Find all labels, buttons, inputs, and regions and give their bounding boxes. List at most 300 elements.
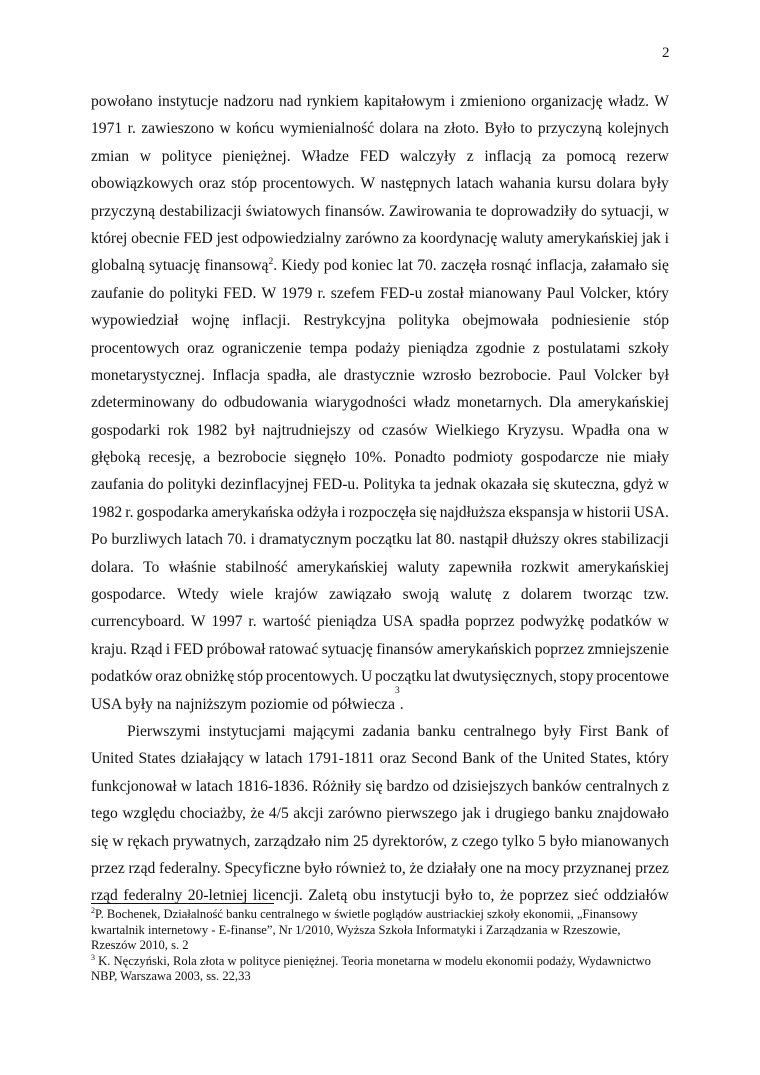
word: waluty — [500, 229, 544, 247]
word: amerykańska — [211, 503, 294, 521]
word: przyczyną — [537, 120, 602, 138]
footnote-text: kwartalnik internetowy - E-finanse”, Nr 1/2010, Wyższa Szkoła Informatyki i Zarządzania w Rzeszowie, — [91, 922, 621, 937]
word: oraz — [379, 750, 407, 768]
word: w — [657, 421, 669, 439]
word: FED — [183, 229, 213, 247]
word: one — [480, 859, 503, 877]
word: pod — [323, 257, 348, 275]
word: się — [651, 257, 669, 275]
word: w — [572, 503, 584, 521]
word: za — [402, 229, 417, 247]
text-line — [91, 499, 669, 526]
word: najtrudniejszy — [262, 421, 351, 439]
word: States, — [589, 750, 631, 768]
word: właśnie — [168, 558, 217, 576]
word: recesję, — [148, 449, 196, 467]
word: na — [506, 859, 522, 877]
word: dramatycznym — [258, 531, 352, 549]
word: pomocą — [566, 147, 616, 165]
footnote-line — [91, 954, 671, 970]
word: ta — [419, 476, 431, 494]
word: 10%. — [353, 449, 387, 467]
word: Zaletą — [308, 887, 348, 905]
word: walczyły — [399, 147, 457, 165]
word: względu — [122, 805, 176, 823]
word: wypowiedział — [91, 312, 179, 330]
word: że — [409, 859, 424, 877]
word: której — [91, 229, 128, 247]
word: wojnę — [191, 312, 230, 330]
word: 25 — [352, 832, 369, 850]
word: początku — [355, 531, 412, 549]
word: sytuację — [148, 257, 201, 275]
paragraph — [91, 718, 669, 910]
word: znajdowało — [597, 805, 669, 823]
word: jest — [216, 229, 239, 247]
word: gospodarcze — [520, 449, 599, 467]
word: dolara. — [91, 558, 134, 576]
word: 1982 — [196, 421, 228, 439]
word: pierwszego — [386, 805, 458, 823]
text-run: . — [399, 695, 404, 713]
word: szefem — [330, 284, 375, 302]
word: szkoły — [628, 339, 669, 357]
word: koniec — [351, 257, 394, 275]
word: podwyżkę — [520, 613, 585, 631]
word: Rząd — [130, 640, 163, 658]
word: się — [91, 832, 109, 850]
word: pieniądza — [408, 339, 468, 357]
word: FED-u. — [312, 476, 360, 494]
word: próbował — [206, 640, 266, 658]
word: odpowiedzialny — [241, 229, 342, 247]
word: Polityka — [363, 476, 416, 494]
footnote-line — [91, 969, 671, 985]
word: Ponadto — [394, 449, 446, 467]
word: rok — [167, 421, 189, 439]
word: w — [248, 750, 261, 768]
word: polityce — [161, 147, 212, 165]
word: Kiedy — [281, 257, 320, 275]
word: tego — [91, 805, 118, 823]
word: jednak — [434, 476, 477, 494]
word: oraz — [187, 339, 215, 357]
word: procentowych — [91, 339, 180, 357]
footnote-separator — [91, 903, 274, 904]
text-line — [91, 307, 669, 334]
word: 1997 — [211, 613, 243, 631]
text-line — [91, 170, 669, 197]
word: spadła — [419, 613, 460, 631]
word: i — [250, 531, 255, 549]
word: W — [360, 175, 376, 193]
word: stabilizacji — [601, 531, 669, 549]
word: również — [335, 859, 387, 877]
word: 4/5 — [268, 805, 289, 823]
word: przez — [635, 859, 669, 877]
text-line — [91, 685, 669, 718]
word: ona — [627, 421, 651, 439]
word: w — [180, 777, 192, 795]
text-line — [91, 471, 669, 498]
word: tworząc — [583, 586, 633, 604]
word: r. — [125, 503, 134, 521]
word: lat — [397, 257, 413, 275]
word: W — [654, 93, 669, 110]
word: lat — [434, 668, 450, 686]
word: był — [235, 421, 255, 439]
word: krajów — [274, 586, 318, 604]
word: mianowany — [468, 284, 542, 302]
word: stóp — [231, 175, 258, 193]
word: zaczęła — [440, 257, 487, 275]
word: kursu — [556, 175, 592, 193]
word: historii — [586, 503, 631, 521]
word: stóp — [643, 312, 669, 330]
word: gospodarki — [91, 421, 161, 439]
word: i — [165, 640, 171, 658]
word: polityki — [167, 476, 217, 494]
word: końcu — [236, 120, 275, 138]
word: czego — [461, 832, 499, 850]
word: r. — [248, 613, 257, 631]
word: tempa — [309, 339, 348, 357]
word: podatków — [590, 613, 652, 631]
word: odbudowania — [223, 394, 308, 412]
word: który — [635, 750, 669, 768]
word: odżyła — [296, 503, 339, 521]
word: że — [499, 887, 514, 905]
word: Dla — [548, 394, 572, 412]
word: States — [138, 750, 176, 768]
word: oddziałów — [603, 887, 669, 905]
word: zapewniła — [448, 558, 512, 576]
word: kapitałowym — [363, 93, 446, 110]
word: zaufania — [91, 476, 144, 494]
word: z — [502, 586, 510, 604]
text-line — [91, 444, 669, 471]
word: USA. — [633, 503, 669, 521]
word: of — [656, 722, 669, 740]
word: rozkwit — [521, 558, 569, 576]
word: akcji — [293, 805, 324, 823]
word: w — [657, 476, 669, 494]
word: rząd — [128, 859, 156, 877]
text-line — [91, 855, 669, 882]
word: amerykańskiej — [578, 394, 669, 412]
word: inflacją — [484, 147, 532, 165]
word: of — [500, 750, 514, 768]
word: te — [475, 202, 487, 220]
word: Kryzysu. — [507, 421, 564, 439]
word: się — [365, 777, 383, 795]
word: władz. — [607, 93, 649, 110]
word: rynkiem — [306, 93, 359, 110]
word: Po — [91, 531, 108, 549]
word: chociażby, — [179, 805, 246, 823]
word: FED — [173, 640, 204, 658]
word: i — [485, 805, 490, 823]
word: był — [649, 366, 669, 384]
text-line — [91, 581, 669, 608]
word: i — [341, 503, 346, 521]
body-text — [91, 88, 669, 910]
word: 1982 — [91, 503, 123, 521]
word: dolara — [596, 175, 636, 193]
word: okazała — [480, 476, 529, 494]
word: the — [518, 750, 538, 768]
word: mającymi — [293, 722, 355, 740]
word: powołano — [91, 93, 153, 110]
word: stopy — [559, 668, 594, 686]
word: to, — [389, 859, 406, 877]
word: poprzez — [534, 640, 585, 658]
word: było — [304, 859, 333, 877]
footnote-reference: 2 — [268, 257, 274, 268]
word: Volcker — [593, 366, 642, 384]
word: władz — [412, 394, 451, 412]
word: oraz — [155, 668, 183, 686]
footnote-line — [91, 938, 671, 954]
word: spadła, — [267, 366, 311, 384]
text-line — [91, 252, 669, 279]
word: zmieniono — [460, 93, 526, 110]
word: stóp — [237, 668, 264, 686]
footnote-number: 3 — [91, 952, 95, 962]
word: licencji. — [252, 887, 303, 905]
word: oraz — [198, 175, 226, 193]
word: który — [636, 284, 669, 302]
word: globalną — [91, 257, 145, 275]
word: z — [451, 832, 459, 850]
word: i — [450, 93, 455, 110]
word: monetarnych. — [456, 394, 543, 412]
word: inflacja, — [536, 257, 587, 275]
word: wiarygodności — [314, 394, 407, 412]
word: się — [532, 476, 550, 494]
text-line — [91, 554, 669, 581]
word: finansową$^2$. — [204, 257, 278, 275]
word: rezerw — [626, 147, 669, 165]
word: przyznanej — [563, 859, 632, 877]
word: United — [542, 750, 585, 768]
word: amerykańskiej — [578, 558, 669, 576]
word: pieniądza — [316, 613, 377, 631]
word: U — [360, 668, 373, 686]
word: doprowadziły — [491, 202, 577, 220]
word: to, — [478, 887, 495, 905]
word: Władze — [301, 147, 349, 165]
word: w — [657, 202, 669, 220]
word: gospodarka — [136, 503, 209, 521]
word: To — [143, 558, 160, 576]
word: zarządzało — [254, 832, 321, 850]
word: Inflacja — [212, 366, 260, 384]
word: stabilność — [225, 558, 288, 576]
word: od — [432, 777, 449, 795]
word: federalny. — [159, 859, 221, 877]
word: czasów — [381, 421, 428, 439]
word: Second — [411, 750, 458, 768]
word: 1791-1811 — [307, 750, 375, 768]
word: finansów. — [324, 202, 385, 220]
word: od — [358, 421, 375, 439]
word: banku — [417, 722, 456, 740]
word: gdyż — [623, 476, 654, 494]
text-line — [91, 882, 669, 909]
text-line — [91, 115, 669, 142]
word: skuteczna, — [553, 476, 620, 494]
word: wzrosło — [422, 366, 472, 384]
footnotes — [91, 907, 671, 985]
word: a — [203, 449, 211, 467]
word: było — [445, 887, 473, 905]
word: Bank — [615, 722, 649, 740]
footnote — [91, 907, 671, 954]
word: amerykańskiej — [547, 229, 639, 247]
text-line — [91, 773, 669, 800]
word: zawiązało — [329, 586, 392, 604]
word: bezrobocie — [217, 449, 287, 467]
footnote-number: 2 — [91, 905, 95, 915]
word: w — [657, 613, 669, 631]
text-run: USA były na najniższym poziomie od półwiecza — [91, 695, 396, 713]
word: zarówno — [328, 805, 382, 823]
word: obniżkę — [184, 668, 235, 686]
word: Było — [484, 120, 515, 138]
word: prywatnych, — [172, 832, 251, 850]
word: wymienialność — [279, 120, 375, 138]
word: na — [423, 120, 439, 138]
word: obu — [352, 887, 377, 905]
word: inflacji. — [242, 312, 291, 330]
word: dolara — [379, 120, 419, 138]
word: ekspansja — [508, 503, 570, 521]
word: że — [250, 805, 265, 823]
word: amerykańskich — [436, 640, 532, 658]
footnote-line — [91, 923, 671, 939]
word: amerykańskiej — [296, 558, 388, 576]
word: obejmowała — [462, 312, 539, 330]
word: USA — [382, 613, 414, 631]
word: gospodarce. — [91, 586, 166, 604]
word: tylko — [502, 832, 535, 850]
word: zadania — [362, 722, 410, 740]
word: podniesienie — [551, 312, 631, 330]
word: Wtedy — [177, 586, 219, 604]
word: Wielkiego — [435, 421, 500, 439]
word: ratować — [268, 640, 319, 658]
word: postulatami — [547, 339, 621, 357]
word: były — [641, 175, 669, 193]
word: waluty — [397, 558, 440, 576]
word: złoto. — [444, 120, 480, 138]
word: organizację — [531, 93, 603, 110]
word: do — [148, 284, 165, 302]
text-line — [91, 663, 669, 690]
word: Paul — [546, 284, 575, 302]
word: dyrektorów, — [372, 832, 448, 850]
word: procentowych. — [265, 668, 359, 686]
word: Zawirowania — [389, 202, 472, 220]
footnote-text: K. Nęczyński, Rola złota w polityce pieniężnej. Teoria monetarna w modelu ekonomii podaży, Wydawnictwo — [95, 953, 651, 968]
word: Specyficzne — [224, 859, 301, 877]
word: Restrykcyjna — [303, 312, 386, 330]
text-line — [91, 225, 669, 252]
word: Bank — [462, 750, 496, 768]
word: podatków — [91, 668, 153, 686]
word: poprzez — [519, 887, 569, 905]
text-line — [91, 745, 669, 772]
word: nastąpił — [459, 531, 508, 549]
word: nie — [606, 449, 626, 467]
word: Volcker, — [579, 284, 631, 302]
word: instytucje — [157, 93, 219, 110]
word: federalny — [123, 887, 183, 905]
word: to — [520, 120, 533, 138]
word: instytucjami — [208, 722, 286, 740]
word: 70. — [417, 257, 437, 275]
text-line — [91, 608, 669, 635]
word: wiele — [229, 586, 264, 604]
footnote-text: P. Bochenek, Działalność banku centralnego w świetle poglądów austriackiej szkoły ekonomii, „Finansowy — [95, 907, 638, 921]
word: tzw. — [643, 586, 669, 604]
word: były — [543, 722, 572, 740]
word: FED — [359, 147, 390, 165]
word: działający — [180, 750, 244, 768]
word: mianowanych — [581, 832, 669, 850]
word: Różniły — [312, 777, 362, 795]
text-line — [91, 362, 669, 389]
word: 1979 — [281, 284, 313, 302]
word: W — [261, 284, 277, 302]
word: centralnego — [463, 722, 537, 740]
word: zmian — [91, 147, 130, 165]
word: FED. — [223, 284, 257, 302]
word: 20-letniej — [187, 887, 248, 905]
word: światowych — [245, 202, 321, 220]
word: do — [201, 394, 218, 412]
word: drugiego — [494, 805, 550, 823]
word: r. — [127, 120, 136, 138]
word: załamało — [591, 257, 648, 275]
text-line — [91, 828, 669, 855]
text-line — [91, 636, 669, 663]
footnote-reference: 3 — [395, 685, 400, 696]
word: zmniejszenie — [587, 640, 669, 658]
footnote — [91, 954, 671, 985]
word: 1816-1836. — [236, 777, 309, 795]
word: polityka — [398, 312, 450, 330]
word: 5 — [538, 832, 546, 850]
word: sięgnęło — [294, 449, 347, 467]
word: dwutysięcznych, — [452, 668, 557, 686]
word: w — [219, 120, 231, 138]
word: rząd — [91, 887, 118, 905]
word: sytuacji, — [601, 202, 654, 220]
word: 80. — [435, 531, 456, 549]
word: kolejnych — [607, 120, 669, 138]
text-line — [91, 389, 669, 416]
word: miały — [633, 449, 669, 467]
word: podmioty — [453, 449, 513, 467]
text-line — [91, 417, 669, 444]
word: banku — [554, 805, 593, 823]
word: walutę — [450, 586, 492, 604]
word: bezrobocie. — [478, 366, 552, 384]
word: rosnąć — [491, 257, 532, 275]
text-line — [91, 88, 669, 115]
